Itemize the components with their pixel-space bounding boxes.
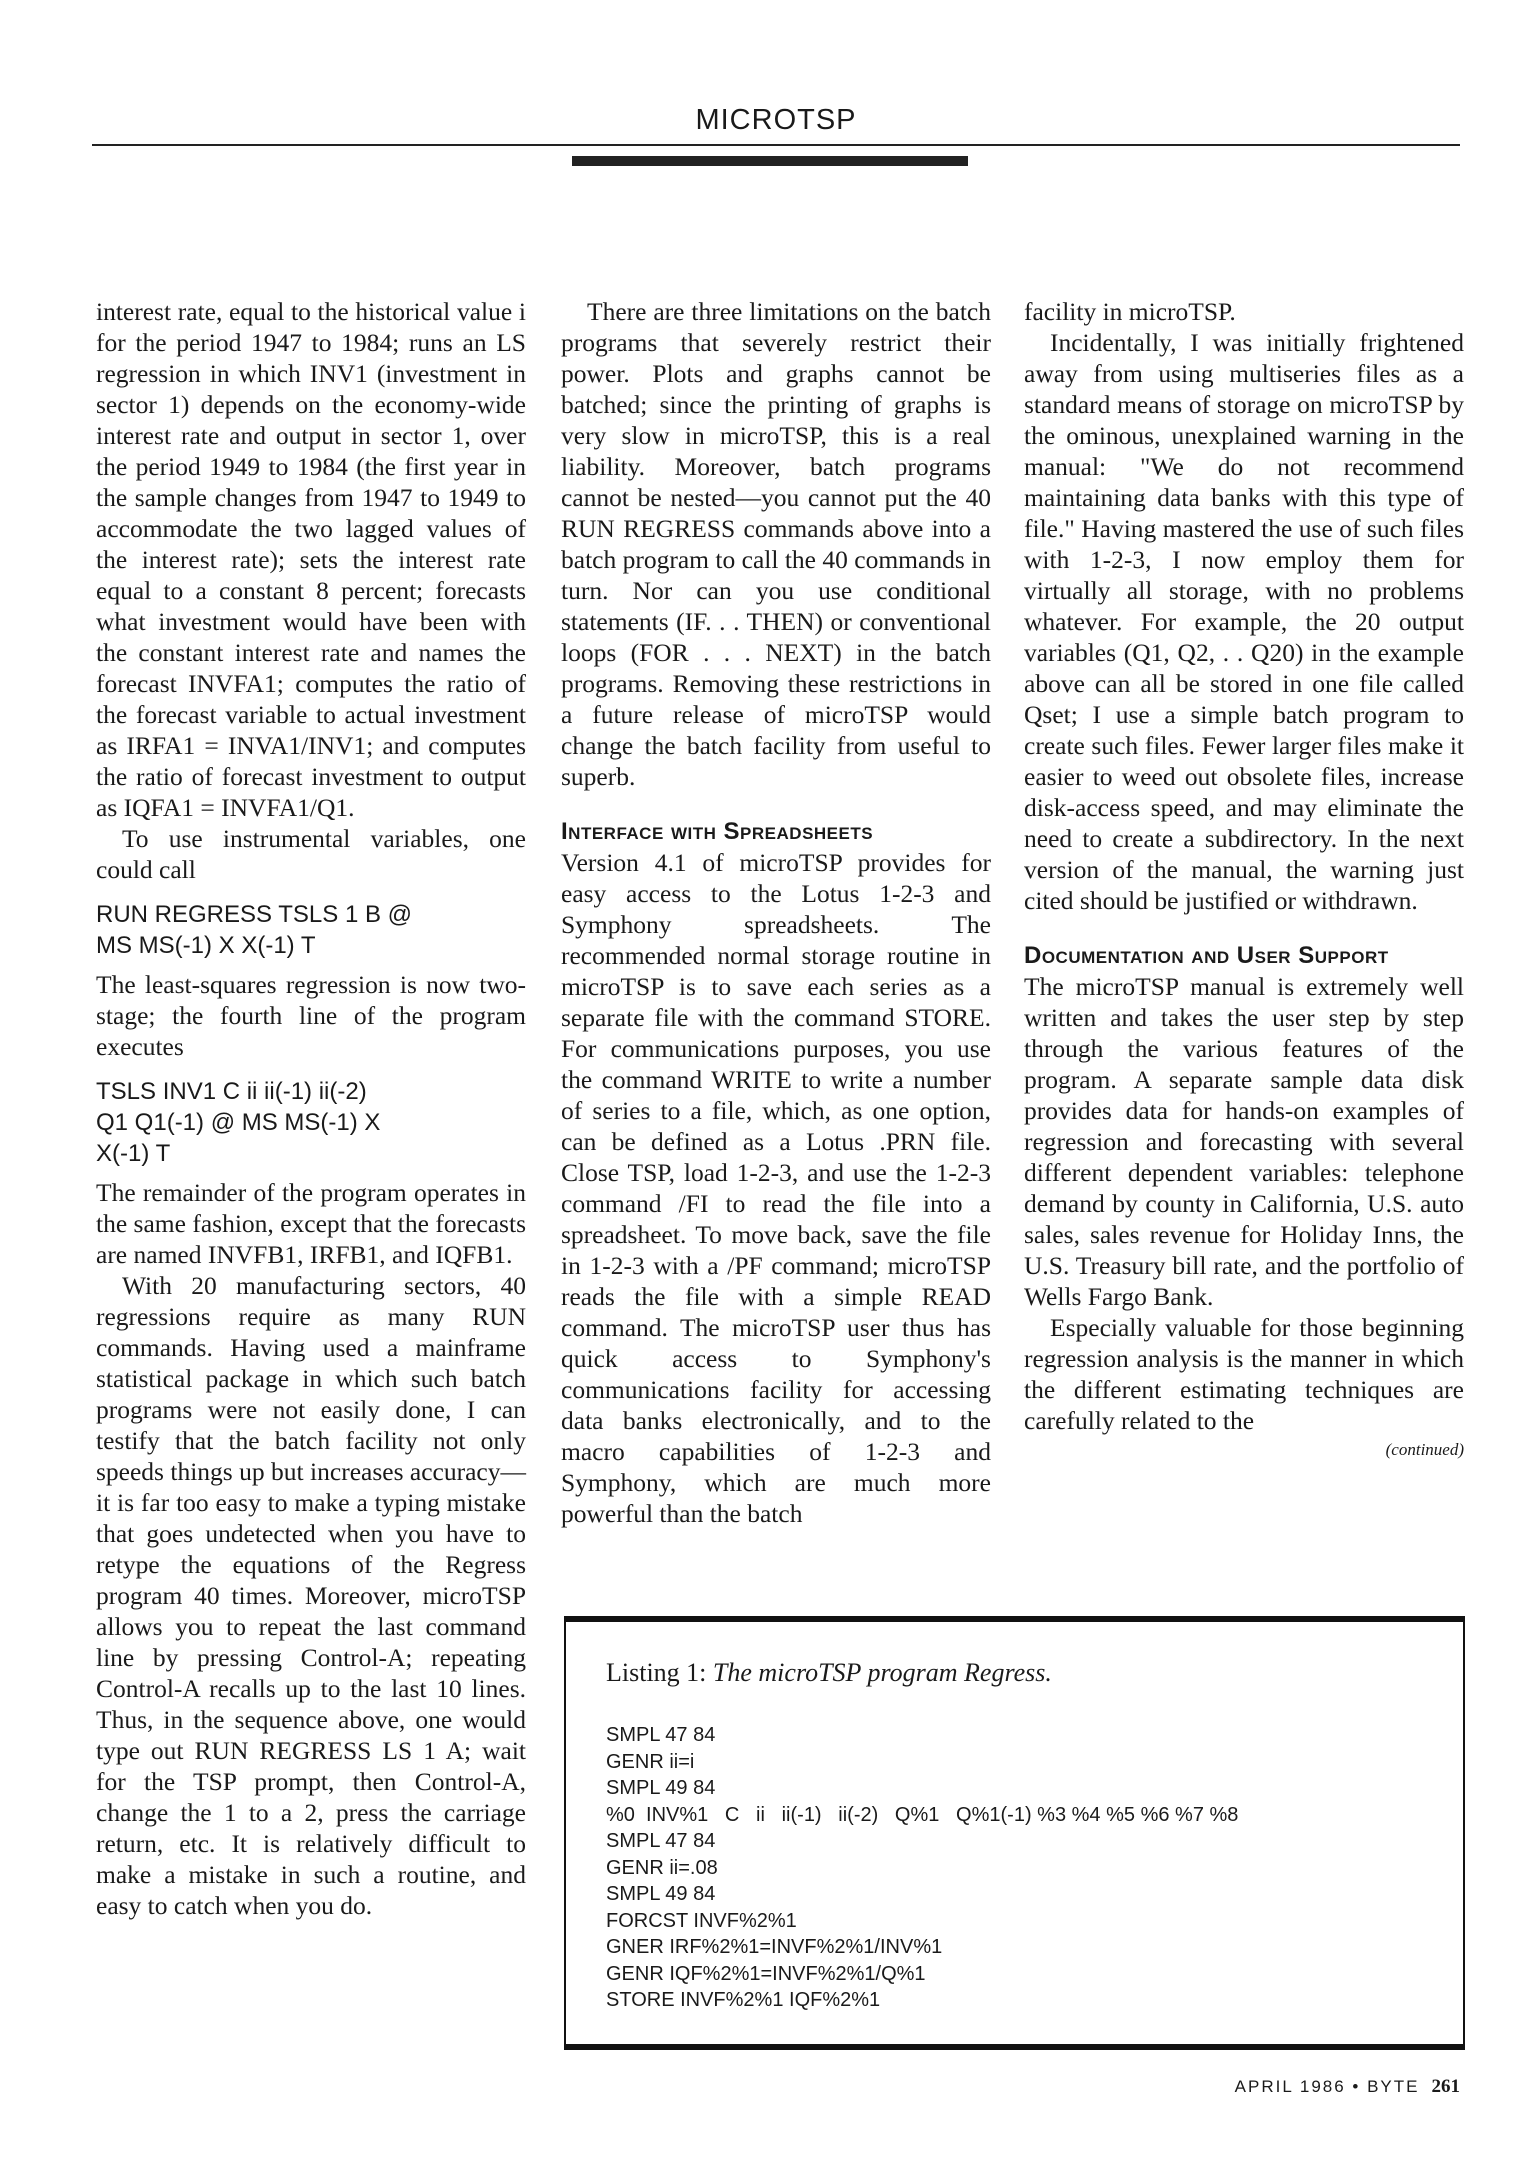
listing-line: GENR ii=.08 bbox=[606, 1856, 718, 1879]
page-number: 261 bbox=[1431, 2076, 1460, 2097]
listing-line: SMPL 47 84 bbox=[606, 1830, 716, 1852]
paragraph: The microTSP manual is extremely well written and takes the user step by step through the various features of the program. A separate sample data disk provides data for hands-on examples of regression and forecasting with several different dependent variables: telephone demand by county in California, U.S. auto sales, sales revenue for Holiday Inns, the U.S. Treasury bill rate, and the portfolio of Wells Fargo Bank. bbox=[1024, 972, 1464, 1311]
header-title: MICROTSP bbox=[695, 104, 857, 136]
paragraph: To use instrumental variables, one could call bbox=[96, 824, 526, 884]
code-block bbox=[96, 1076, 526, 1169]
listing-line: SMPL 49 84 bbox=[606, 1883, 716, 1905]
continued-note: (continued) bbox=[1385, 1440, 1464, 1459]
column-3 bbox=[1024, 296, 1464, 1462]
listing-line: STORE INVF%2%1 IQF%2%1 bbox=[606, 1989, 881, 2011]
listing-line: SMPL 47 84 bbox=[606, 1724, 716, 1746]
listing-label: Listing 1: bbox=[606, 1658, 707, 1687]
listing-line: %0 INV%1 C ii ii(-1) ii(-2) Q%1 Q%1(-1) %3 %4 %5 %6 %7 %8 bbox=[606, 1803, 1239, 1826]
code-line: Q1 Q1(-1) @ MS MS(-1) X bbox=[96, 1109, 381, 1136]
paragraph: interest rate, equal to the historical value i for the period 1947 to 1984; runs an LS regression in which INV1 (investment in sector 1) depends on the economy-wide interest rate and output in sector 1, over the period 1949 to 1984 (the first year in the sample changes from 1947 to 1949 to accommodate the two lagged values of the interest rate); sets the interest rate equal to a constant 8 percent; forecasts what investment would have been with the constant interest rate and names the forecast INVFA1; computes the ratio of the forecast variable to actual investment as IRFA1 = INVA1/INV1; and computes the ratio of forecast investment to output as IQFA1 = INVFA1/Q1. bbox=[96, 297, 526, 822]
listing-line: FORCST INVF%2%1 bbox=[606, 1909, 797, 1932]
code-line: RUN REGRESS TSLS 1 B @ bbox=[96, 901, 413, 928]
running-header bbox=[92, 104, 1460, 146]
listing-caption bbox=[606, 1658, 1052, 1688]
paragraph: The remainder of the program operates in the same fashion, except that the forecasts are named INVFB1, IRFB1, and IQFB1. bbox=[96, 1178, 526, 1269]
listing-line: GENR IQF%2%1=INVF%2%1/Q%1 bbox=[606, 1962, 926, 1985]
section-heading: Interface with Spreadsheets bbox=[561, 818, 874, 845]
code-line: X(-1) T bbox=[96, 1140, 171, 1167]
issue-info: APRIL 1986 • BYTE bbox=[1234, 2077, 1420, 2096]
listing-box bbox=[564, 1616, 1465, 2050]
listing-code bbox=[606, 1722, 1238, 2014]
listing-line: GNER IRF%2%1=INVF%2%1/INV%1 bbox=[606, 1936, 943, 1958]
paragraph: Version 4.1 of microTSP provides for easy access to the Lotus 1-2-3 and Symphony spreadsheets. The recommended normal storage routine in microTSP is to save each series as a separate file with the command STORE. For communications purposes, you use the command WRITE to write a number of series to a file, which, as one option, can be defined as a Lotus .PRN file. Close TSP, load 1-2-3, and use the 1-2-3 command /FI to read the file into a spreadsheet. To move back, save the file in 1-2-3 with a /PF command; microTSP reads the file with a simple READ command. The microTSP user thus has quick access to Symphony's communications facility for accessing data banks electronically, and to the macro capabilities of 1-2-3 and Symphony, which are much more powerful than the batch bbox=[561, 848, 991, 1528]
listing-line: GENR ii=i bbox=[606, 1750, 695, 1773]
section-heading: Documentation and User Support bbox=[1024, 942, 1389, 969]
paragraph: facility in microTSP. bbox=[1024, 297, 1236, 326]
paragraph: There are three limitations on the batch programs that severely restrict their power. Plots and graphs cannot be batched; since the printing of graphs is very slow in microTSP, this is a real liability. Moreover, batch programs cannot be nested—you cannot put the 40 RUN REGRESS commands above into a batch program to call the 40 commands in turn. Nor can you use conditional statements (IF. . . THEN) or conventional loops (FOR . . . NEXT) in the batch programs. Removing these restrictions in a future release of microTSP would change the batch facility from useful to superb. bbox=[561, 297, 991, 791]
header-rule-bar bbox=[572, 156, 968, 166]
paragraph: Incidentally, I was initially frightened away from using multiseries files as a standard means of storage on microTSP by the ominous, unexplained warning in the manual: "We do not recommend maintaining data banks with this type of file." Having mastered the use of such files with 1-2-3, I now employ them for virtually all storage, with no problems whatever. For example, the 20 output variables (Q1, Q2, . . Q20) in the example above can all be stored in one file called Qset; I use a simple batch program to create such files. Fewer larger files make it easier to weed out obsolete files, increase disk-access speed, and may eliminate the need to create a subdirectory. In the next version of the manual, the warning just cited should be justified or withdrawn. bbox=[1024, 328, 1464, 915]
code-line: TSLS INV1 C ii ii(-1) ii(-2) bbox=[96, 1078, 367, 1105]
paragraph: The least-squares regression is now two-stage; the fourth line of the program executes bbox=[96, 970, 526, 1061]
code-line: MS MS(-1) X X(-1) T bbox=[96, 932, 316, 959]
listing-line: SMPL 49 84 bbox=[606, 1777, 716, 1799]
paragraph: Especially valuable for those beginning regression analysis is the manner in which the different estimating techniques are carefully related to the bbox=[1024, 1313, 1464, 1435]
column-1 bbox=[96, 296, 526, 1921]
code-block bbox=[96, 899, 526, 961]
paragraph: With 20 manufacturing sectors, 40 regressions require as many RUN commands. Having used a mainframe statistical package in which such batch programs were not easily done, I can testify that the batch facility not only speeds things up but increases accuracy—it is far too easy to make a typing mistake that goes undetected when you have to retype the equations of the Regress program 40 times. Moreover, microTSP allows you to repeat the last command line by pressing Control-A; repeating Control-A recalls up to the last 10 lines. Thus, in the sequence above, one would type out RUN REGRESS LS 1 A; wait for the TSP prompt, then Control-A, change the 1 to a 2, press the carriage return, etc. It is relatively difficult to make a mistake in such a routine, and easy to catch when you do. bbox=[96, 1271, 526, 1920]
listing-title: The microTSP program Regress. bbox=[712, 1658, 1052, 1687]
column-2 bbox=[561, 296, 991, 1529]
page-footer bbox=[1190, 2076, 1460, 2098]
